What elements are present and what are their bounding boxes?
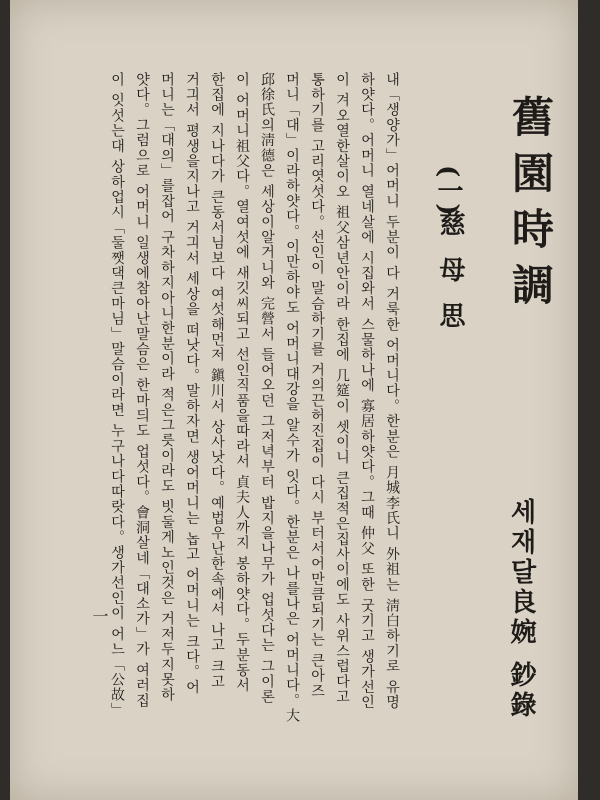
page-title: 舊園時調 bbox=[506, 95, 555, 319]
section-title: 慈母思 bbox=[435, 210, 465, 348]
body-line: 이 겨오열한살이오 祖父삼년안이라 한집에 几筵이 셋이니 큰집적은집사이에도 사위스럽다고 bbox=[334, 72, 350, 705]
body-line: 머니는「대의」를잡어 구차하지아니한분이라 적은그릇이라도 빗둘게노인것은 거저두지못하 bbox=[159, 72, 175, 703]
body-line: 邱徐氏의淸德은 세상이알거니와 完營서 들어오던 그저녁부터 밥지을나무가 업섯다는 그이론 bbox=[259, 72, 275, 705]
author-credit: 세재달良婉 鈔錄 bbox=[506, 498, 536, 722]
page-number: 一 bbox=[90, 608, 109, 624]
body-line: 얏다。그럼으로 어머니 일생에참아난말슴은 한마듸도 업섯다。會洞살네「대소가」가 여러집 bbox=[134, 72, 150, 709]
body-line: 하얏다。어머니 열네살에 시집와서 스물하나에 寡居하얏다。그때 仲父 또한 굿기고 생가선인 bbox=[359, 72, 375, 711]
book-page bbox=[10, 0, 578, 800]
body-line: 이 어머니祖父다。열여섯에 새깃씨되고 선인직품을따라서 貞夫人까지 봉하얏다。두분동서 bbox=[234, 72, 250, 694]
section-number: (一) bbox=[433, 165, 463, 216]
body-line: 거긔서 평생을지나고 거긔서 세상을 떠낫다。말하자면 생어머니는 놉고 어머니는 크다。어 bbox=[184, 72, 200, 695]
body-line: 이 잇섯는대 상하업시「둘쨋댁큰마님」말슴이라면 누구나다따랏다。생가선인이 어느「公故」 bbox=[109, 72, 125, 718]
body-line: 머니「대」이라하얏다。이만하야도 어머니대강을 알수가 잇다。한분은 나를나은 어머니다。大 bbox=[284, 72, 300, 724]
body-line: 통하기를 고리엿섯다。선인이 말슴하기를 거의끈허진집이 다시 부터서어만큼되기는 큰아즈 bbox=[309, 72, 325, 699]
body-line: 내「생양가」어머니 두분이 다 거룩한 어머니다。한분은 月城李氏니 外祖는 淸白하기로 유명 bbox=[384, 72, 400, 711]
body-line: 한집에 지나다가 큰동서님보다 여섯해먼저 鎭川서 상사낫다。예법우난한속에서 나고 크고 bbox=[209, 72, 225, 690]
